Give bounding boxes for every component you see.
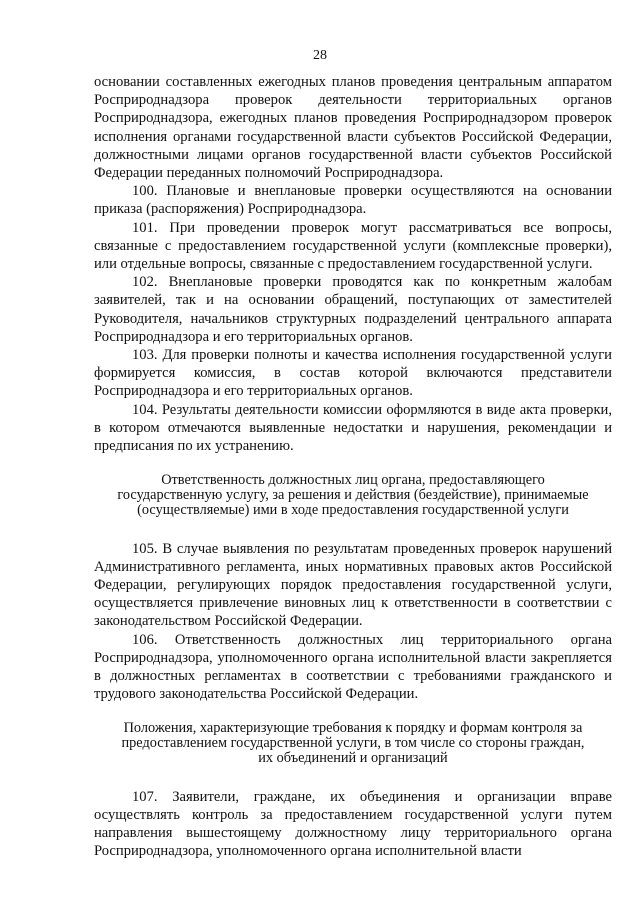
spacer (94, 703, 612, 721)
paragraph-102: 102. Внеплановые проверки проводятся как по конкретным жалобам заявителей, так и на основании обращений, поступающих от заместителей Руководителя, начальников структурных подразделений центрального аппарата Росприроднадзора и его территориальных органов. (94, 274, 612, 345)
paragraph-107: 107. Заявители, граждане, их объединения и организации вправе осуществлять контроль за предоставлением государственной услуги путем направления вышестоящему должностному лицу территориального органа Росприроднадзора, уполномоченного органа исполнительной власти (94, 788, 612, 860)
spacer (94, 766, 612, 788)
paragraph-104: 104. Результаты деятельности комиссии оформляются в виде акта проверки, в котором отмечаются выявленные недостатки и нарушения, рекомендации и предписания по их устранению. (94, 401, 612, 455)
spacer (94, 455, 612, 473)
section-heading-control-requirements: Положения, характеризующие требования к порядку и формам контроля за предоставлением государственной услуги, в том числе со стороны граждан, их объединений и организаций (121, 720, 585, 767)
paragraph-101: 101. При проведении проверок могут рассматриваться все вопросы, связанные с предоставлением государственной услуги (комплексные проверки), или отдельные вопросы, связанные с предоставлением государственной услуги. (94, 219, 612, 273)
section-heading-responsibility: Ответственность должностных лиц органа, предоставляющего государственную услугу, за решения и действия (бездействие), принимаемые (осуществляемые) ими в ходе предоставления государственной услуги (117, 472, 589, 518)
paragraph-105: 105. В случае выявления по результатам проведенных проверок нарушений Административного регламента, иных нормативных правовых актов Российской Федерации, регулирующих порядок предоставления государственной услуги, осуществляется привлечение виновных лиц к ответственности в соответствии с законодательством Российской Федерации. (94, 540, 612, 630)
paragraph-100: 100. Плановые и внеплановые проверки осуществляются на основании приказа (распоряжения) Росприроднадзора. (94, 183, 612, 218)
paragraph-103: 103. Для проверки полноты и качества исполнения государственной услуги формируется комиссия, в состав которой включаются представители Росприроднадзора и его территориальных органов. (94, 347, 612, 400)
spacer (94, 518, 612, 540)
page-number: 28 (313, 48, 327, 63)
paragraph-106: 106. Ответственность должностных лиц территориального органа Росприроднадзора, уполномоченного органа исполнительной власти закрепляется в должностных регламентах в соответствии с требованиями гражданского и трудового законодательства Российской Федерации. (94, 631, 612, 703)
document-body (94, 73, 612, 861)
paragraph-continuation: основании составленных ежегодных планов проведения центральным аппаратом Росприроднадзора проверок деятельности территориальных органов Росприроднадзора, ежегодных планов проведения Росприроднадзором проверок исполнения органами государственной власти субъектов Российской Федерации, должностными лицами органов государственной власти субъектов Российской Федерации переданных полномочий Росприроднадзора. (94, 74, 612, 182)
